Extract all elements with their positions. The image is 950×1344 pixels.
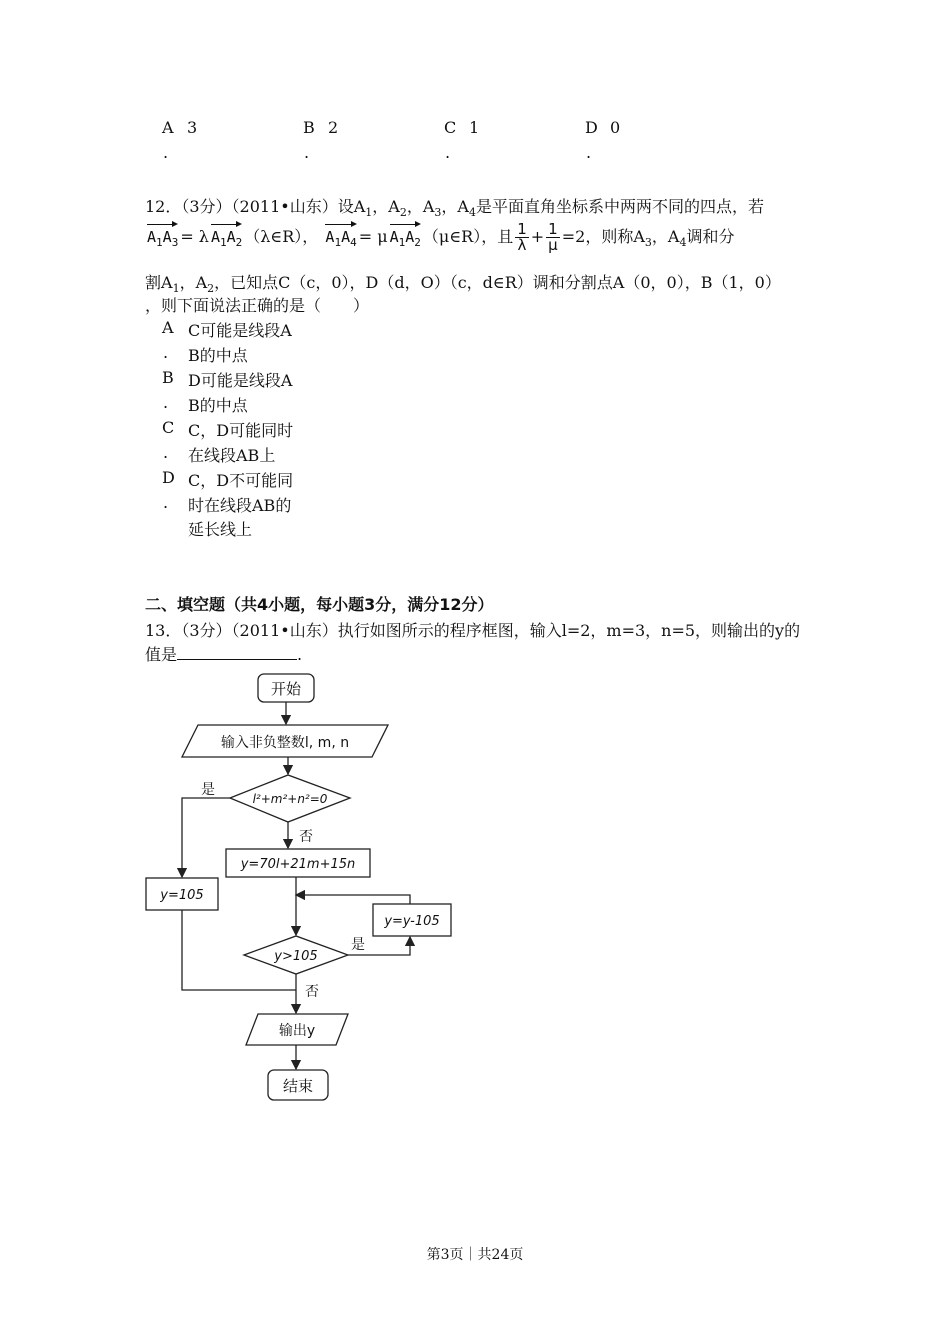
q12-lead: 12．（3分）（2011•山东）设A — [145, 197, 366, 216]
q12-line2: $A_1A_3 = \lambda$ $A_1A_2$ （λ∈R）， $A_1A_4 = \mu$ $A_1A_2$ （μ∈R），且 $\frac{1}{\lambda}$ + $\frac{1}{\mu}$ =2，则称$A_3$，$A_4$调和分 — [147, 220, 735, 254]
sub: 1 — [365, 206, 373, 220]
q11-option-a-dot: . — [163, 143, 169, 162]
q11-option-b-dot: . — [304, 143, 310, 162]
flow-cond1-label: l²+m²+n²=0 — [252, 792, 328, 806]
q12-option-a-line1: C可能是线段A — [188, 321, 292, 340]
q12-option-b-line1: D可能是线段A — [188, 371, 293, 390]
vector-a1a2: $A_1A_2$ — [211, 222, 242, 249]
q12-option-a-letter: A — [162, 318, 174, 337]
q12-option-dot: . — [163, 493, 169, 512]
q12-points-tail: 是平面直角坐标系中两两不同的四点，若 — [475, 197, 764, 216]
q11-option-d-letter: D — [585, 118, 598, 137]
vector-a1a3: $A_1A_3$ — [147, 222, 178, 249]
q13-line2 — [145, 642, 302, 665]
flow-no2-label: 否 — [305, 984, 319, 1000]
q12-option-c-letter: C — [162, 418, 175, 437]
sub: 2 — [399, 206, 407, 220]
q11-option-a-letter: A — [162, 118, 174, 137]
q11-option-a-text: 3 — [187, 118, 198, 137]
flow-input-label: 输入非负整数l, m, n — [220, 735, 350, 751]
flow-loop-label: y=y-105 — [384, 914, 440, 929]
flowchart — [130, 668, 470, 1108]
sub: 3 — [434, 206, 442, 220]
q11-option-c-dot: . — [445, 143, 451, 162]
q11-option-c-text: 1 — [469, 118, 480, 137]
q12-option-b-line2: B的中点 — [188, 396, 248, 415]
q12-then-call: ，则称A — [585, 227, 645, 246]
q11-option-b-letter: B — [303, 118, 315, 137]
q12-option-b-letter: B — [162, 368, 174, 387]
q11-option-d-dot: . — [586, 143, 592, 162]
sub: 4 — [468, 206, 476, 220]
frac-num: 1 — [548, 220, 558, 238]
q13-line2-end: . — [297, 645, 303, 664]
flow-yesbox-label: y=105 — [160, 888, 204, 903]
flow-assign-label: y=70l+21m+15n — [240, 857, 356, 872]
flow-output-label: 输出y — [278, 1023, 316, 1039]
flow-start-label: 开始 — [270, 680, 302, 698]
q13-line1: 13．（3分）（2011•山东）执行如图所示的程序框图，输入l=2，m=3，n=5，则输出的y的 — [145, 621, 801, 640]
flow-yes2-label: 是 — [351, 937, 365, 953]
flow-no1-label: 否 — [299, 829, 313, 845]
q12-line3: 割$A_1$，$A_2$，已知点C（c，0），D（d，O）（c，d∈R）调和分割点A（0，0），B（1，0） — [145, 273, 781, 296]
q12-option-d-letter: D — [162, 468, 175, 487]
q12-line1: 12．（3分）（2011•山东）设$A_1$，$A_2$，$A_3$，$A_4$是平面直角坐标系中两两不同的四点，若 — [145, 197, 764, 220]
q12-option-d-line2: 时在线段AB的 — [188, 496, 292, 515]
q12-line4: ，则下面说法正确的是（ ） — [145, 296, 370, 315]
fraction-1-over-mu — [546, 222, 560, 253]
flow-cond2-label: y>105 — [274, 949, 318, 964]
q12-option-dot: . — [163, 443, 169, 462]
q11-option-b-text: 2 — [328, 118, 339, 137]
q12-option-d-line3: 延长线上 — [188, 520, 253, 539]
frac-num: 1 — [517, 220, 527, 238]
q12-mu-cond: （μ∈R），且 — [422, 227, 514, 246]
q12-option-c-line2: 在线段AB上 — [188, 446, 276, 465]
q12-harmonic: 调和分 — [686, 227, 735, 246]
vector-a1a2-b: $A_1A_2$ — [390, 222, 421, 249]
page-footer: 第3页｜共24页 — [426, 1247, 524, 1263]
fraction-1-over-lambda — [515, 222, 529, 253]
q12-option-c-line1: C，D可能同时 — [188, 421, 294, 440]
q11-option-d-text: 0 — [610, 118, 621, 137]
q12-line3-start: 割A — [145, 273, 173, 292]
q12-option-d-line1: C，D不可能同 — [188, 471, 294, 490]
q12-line3-tail: ，已知点C（c，0），D（d，O）（c，d∈R）调和分割点A（0，0），B（1，0） — [214, 273, 781, 292]
q12-eq2: =2 — [561, 227, 586, 246]
section-2-heading: 二、填空题（共4小题，每小题3分，满分12分） — [145, 595, 494, 614]
frac-den: λ — [517, 236, 527, 254]
q12-lambda-cond: （λ∈R）， — [244, 227, 319, 246]
frac-den: μ — [548, 236, 558, 254]
flow-yes1-label: 是 — [201, 782, 215, 798]
q11-option-c-letter: C — [444, 118, 457, 137]
q12-option-a-line2: B的中点 — [188, 346, 248, 365]
answer-blank — [177, 645, 297, 660]
vector-a1a4: $A_1A_4$ — [325, 222, 356, 249]
q13-line2-text: 值是 — [145, 645, 178, 664]
q12-option-dot: . — [163, 343, 169, 362]
flow-end-label: 结束 — [282, 1077, 314, 1095]
q12-option-dot: . — [163, 393, 169, 412]
